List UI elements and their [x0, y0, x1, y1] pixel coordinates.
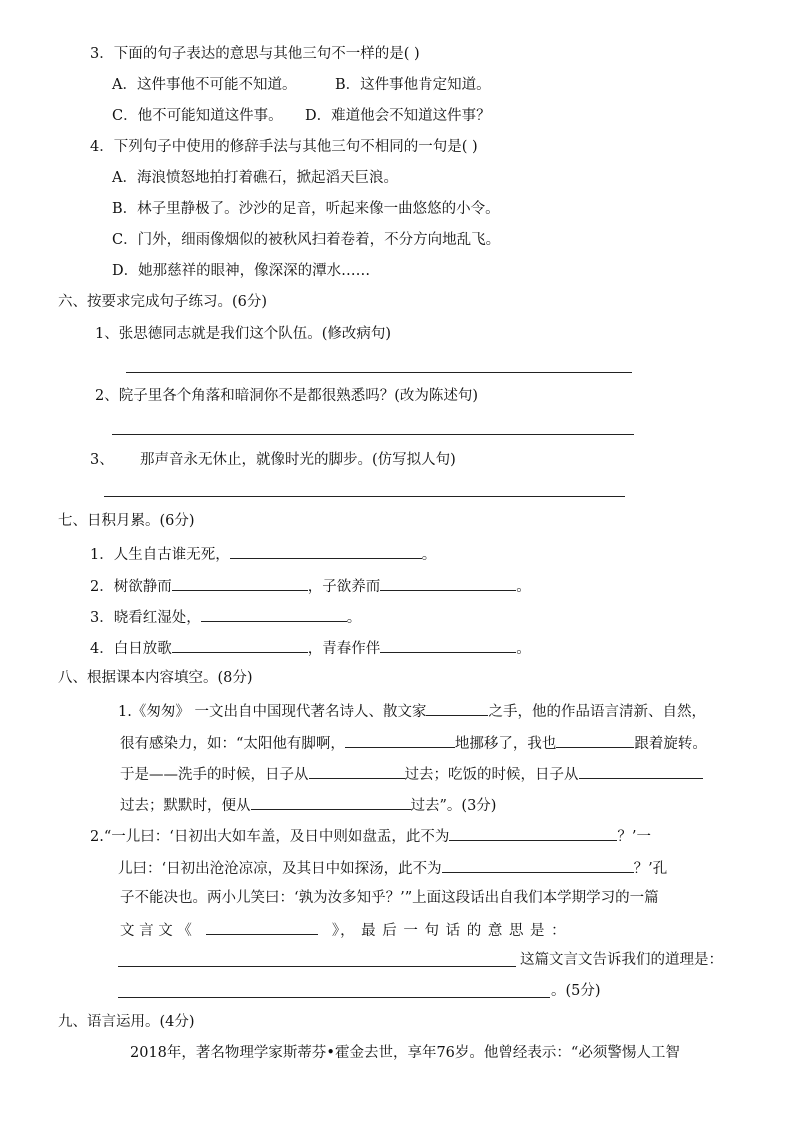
sec7-item-2-blank-2[interactable]: [380, 575, 516, 591]
section-6-title: 六、按要求完成句子练习。(6分): [58, 294, 268, 310]
sec8-q2-text-5: 文 言 文 《: [120, 923, 192, 939]
sec6-item-3: 那声音永无休止，就像时光的脚步。(仿写拟人句): [140, 452, 456, 468]
section-7-title: 七、日积月累。(6分): [58, 513, 195, 529]
sec6-item-3-number: 3、: [90, 452, 114, 468]
sec7-item-1-end: 。: [421, 547, 437, 563]
sec7-item-4-mid: ，青春作伴: [307, 641, 381, 657]
sec7-item-4-blank-1[interactable]: [172, 637, 308, 653]
sec8-q1-blank-6[interactable]: [251, 794, 411, 810]
sec8-q1-text-5: 跟着旋转。: [634, 736, 707, 752]
q3-stem: 3．下面的句子表达的意思与其他三句不一样的是( ): [90, 46, 420, 62]
sec8-q2-text-2: ？’一: [617, 829, 651, 845]
sec8-q1-line-3: [120, 763, 703, 785]
sec8-q2-blank-2[interactable]: [442, 857, 634, 873]
sec8-q2-blank-lesson[interactable]: [118, 997, 550, 998]
sec7-item-2-mid: ，子欲养而: [307, 579, 381, 595]
sec8-q2-text-4: ？’孔: [633, 861, 668, 877]
sec6-item-2-answer-line[interactable]: [112, 434, 634, 435]
sec7-item-3-text: 3．晓看红湿处，: [90, 610, 201, 626]
sec8-q2-blank-1[interactable]: [449, 825, 617, 841]
sec8-q1-line-4: [120, 794, 496, 816]
sec8-q2-line-1: [90, 825, 651, 847]
sec8-q1-text-6: 于是——洗手的时候，日子从: [120, 767, 309, 783]
q4-option-d: D．她那慈祥的眼神，像深深的潭水……: [112, 263, 371, 279]
sec8-q1-text-7: 过去；吃饭的时候，日子从: [404, 767, 579, 783]
sec8-q1-text-8: 过去；默默时，便从: [120, 798, 251, 814]
sec7-item-2: [90, 575, 531, 597]
sec8-q2-text-1: 2.“一儿曰：‘日初出大如车盖，及日中则如盘盂，此不为: [90, 829, 450, 845]
q4-option-a: A．海浪愤怒地拍打着礁石，掀起滔天巨浪。: [112, 170, 398, 186]
section-8-title: 八、根据课本内容填空。(8分): [58, 670, 253, 686]
sec8-q1-blank-5[interactable]: [579, 763, 703, 779]
sec7-item-2-text: 2．树欲静而: [90, 579, 172, 595]
q3-option-b: B．这件事他肯定知道。: [335, 77, 491, 93]
sec8-q1-line-1: [118, 700, 706, 722]
sec7-item-2-end: 。: [516, 579, 531, 595]
sec8-q1-line-2: [120, 732, 707, 754]
sec7-item-3: [90, 606, 361, 628]
sec8-q1-blank-2[interactable]: [345, 732, 455, 748]
sec6-item-1: 1、张思德同志就是我们这个队伍。(修改病句): [95, 326, 392, 342]
sec8-q1-text-9: 过去”。(3分): [410, 798, 497, 814]
sec7-item-4-blank-2[interactable]: [380, 637, 516, 653]
sec8-q2-text-3: 儿曰：‘日初出沧沧凉凉，及其日中如探汤，此不为: [118, 861, 442, 877]
sec6-item-3-answer-line[interactable]: [104, 496, 625, 497]
q3-option-c: C．他不可能知道这件事。: [112, 108, 283, 124]
sec8-q1-text-3: 很有感染力，如：“太阳他有脚啊，: [120, 736, 345, 752]
sec8-q1-blank-4[interactable]: [309, 763, 405, 779]
section-9-title: 九、语言运用。(4分): [58, 1014, 195, 1030]
sec7-item-2-blank-1[interactable]: [172, 575, 308, 591]
sec7-item-3-end: 。: [346, 610, 362, 626]
q4-stem: 4．下列句子中使用的修辞手法与其他三句不相同的一句是( ): [90, 139, 478, 155]
sec7-item-3-blank[interactable]: [201, 606, 347, 622]
sec9-paragraph: 2018年，著名物理学家斯蒂芬•霍金去世，享年76岁。他曾经表示：“必须警惕人工智: [130, 1045, 680, 1061]
sec8-q1-text-1: 1.《匆匆》 一文出自中国现代著名诗人、散文家: [118, 704, 427, 720]
sec8-q1-text-2: 之手，他的作品语言清新、自然，: [488, 704, 706, 720]
sec8-q2-text-6: 》， 最 后 一 句 话 的 意 思 是 ：: [331, 923, 567, 939]
sec7-item-1-text: 1．人生自古谁无死，: [90, 547, 230, 563]
sec8-q2-line-3: 子不能决也。两小儿笑曰：‘孰为汝多知乎？’”上面这段话出自我们本学期学习的一篇: [120, 890, 659, 906]
sec7-item-4-end: 。: [516, 641, 531, 657]
sec6-item-1-answer-line[interactable]: [126, 372, 632, 373]
sec6-item-2: 2、院子里各个角落和暗洞你不是都很熟悉吗？(改为陈述句): [95, 388, 479, 404]
q4-option-c: C．门外，细雨像烟似的被秋风扫着卷着，不分方向地乱飞。: [112, 232, 501, 248]
q4-option-b: B．林子里静极了。沙沙的足音，听起来像一曲悠悠的小令。: [112, 201, 500, 217]
sec7-item-4: [90, 637, 531, 659]
sec7-item-1-blank[interactable]: [230, 543, 422, 559]
sec7-item-1: [90, 543, 436, 565]
sec8-q1-blank-author[interactable]: [426, 700, 488, 716]
sec7-item-4-text: 4．白日放歌: [90, 641, 172, 657]
sec8-q1-text-4: 地挪移了，我也: [454, 736, 557, 752]
sec8-q1-blank-3[interactable]: [556, 732, 634, 748]
sec8-q2-line-2: [118, 857, 667, 879]
sec8-q2-line-5: 这篇文言文告诉我们的道理是：: [520, 952, 723, 968]
sec8-q2-line-4: [120, 919, 567, 941]
q3-option-d: D．难道他会不知道这件事？: [305, 108, 491, 124]
sec8-q2-blank-meaning[interactable]: [118, 966, 516, 967]
sec8-q2-blank-title[interactable]: [206, 919, 318, 935]
q3-option-a: A．这件事他不可能不知道。: [112, 77, 297, 93]
sec8-q2-line-6: 。(5分): [551, 983, 601, 999]
